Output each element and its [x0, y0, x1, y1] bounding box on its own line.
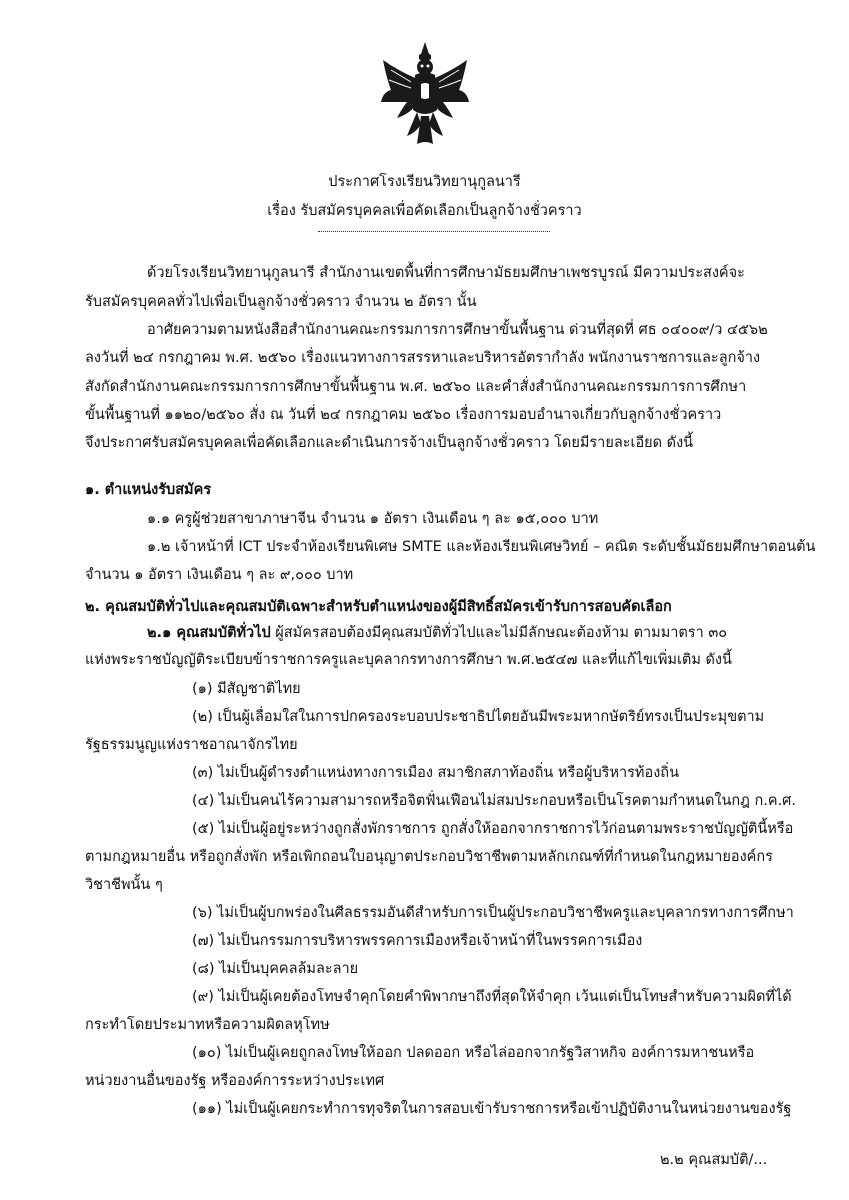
section-2-1-text-cont: แห่งพระราชบัญญัติระเบียบข้าราชการครูและบุคลากรทางการศึกษา พ.ศ.๒๕๔๗ และที่แก้ไขเพิ่มเติม ดังนี้ [85, 652, 732, 668]
section-1-item: จำนวน ๑ อัตรา เงินเดือน ๆ ละ ๙,๐๐๐ บาท [85, 567, 354, 583]
section-1-item: ๑.๒ เจ้าหน้าที่ ICT ประจำห้องเรียนพิเศษ SMTE และห้องเรียนพิเศษวิทย์ – คณิต ระดับชั้นมัธยมศึกษาตอนต้น [147, 539, 816, 555]
section-2-1-heading: ๒.๑ คุณสมบัติทั่วไป [147, 625, 271, 641]
intro-line: อาศัยความตามหนังสือสำนักงานคณะกรรมการการศึกษาขั้นพื้นฐาน ด่วนที่สุดที่ ศธ ๐๔๐๐๙/ว ๔๕๖๒ [147, 322, 768, 338]
announcement-subject: เรื่อง รับสมัครบุคคลเพื่อคัดเลือกเป็นลูกจ้างชั่วคราว [267, 203, 582, 219]
intro-line: ขั้นพื้นฐานที่ ๑๑๒๐/๒๕๖๐ สั่ง ณ วันที่ ๒๔ กรกฎาคม ๒๕๖๐ เรื่องการมอบอำนาจเกี่ยวกับลูกจ้างชั่วคราว [85, 407, 722, 423]
qualification-item: (๑๑) ไม่เป็นผู้เคยกระทำการทุจริตในการสอบเข้ารับราชการหรือเข้าปฏิบัติงานในหน่วยงานของรัฐ [192, 1101, 792, 1117]
qualification-item: กระทำโดยประมาทหรือความผิดลหุโทษ [85, 1017, 330, 1033]
qualification-item: (๙) ไม่เป็นผู้เคยต้องโทษจำคุกโดยคำพิพากษาถึงที่สุดให้จำคุก เว้นแต่เป็นโทษสำหรับความผิดที่ได้ [192, 989, 792, 1005]
qualification-item: ตามกฎหมายอื่น หรือถูกสั่งพัก หรือเพิกถอนใบอนุญาตประกอบวิชาชีพตามหลักเกณฑ์ที่กำหนดในกฎหมายองค์กร [85, 849, 773, 865]
intro-line: ลงวันที่ ๒๔ กรกฎาคม พ.ศ. ๒๕๖๐ เรื่องแนวทางการสรรหาและบริหารอัตรากำลัง พนักงานราชการและลูกจ้าง [85, 350, 761, 366]
section-2-heading: ๒. คุณสมบัติทั่วไปและคุณสมบัติเฉพาะสำหรับตำแหน่งของผู้มีสิทธิ์สมัครเข้ารับการสอบคัดเลือก [85, 599, 672, 615]
qualification-item: (๔) ไม่เป็นคนไร้ความสามารถหรือจิตฟั่นเฟือนไม่สมประกอบหรือเป็นโรคตามกำหนดในกฎ ก.ค.ศ. [192, 793, 796, 809]
page-continuation: ๒.๒ คุณสมบัติ/... [660, 1152, 768, 1168]
qualification-item: (๗) ไม่เป็นกรรมการบริหารพรรคการเมืองหรือเจ้าหน้าที่ในพรรคการเมือง [192, 933, 643, 949]
qualification-item: (๒) เป็นผู้เลื่อมใสในการปกครองระบอบประชาธิปไตยอันมีพระมหากษัตริย์ทรงเป็นประมุขตาม [192, 709, 765, 725]
intro-line: ด้วยโรงเรียนวิทยานุกูลนารี สำนักงานเขตพื้นที่การศึกษามัธยมศึกษาเพชรบูรณ์ มีความประสงค์จะ [147, 265, 745, 281]
section-1-item: ๑.๑ ครูผู้ช่วยสาขาภาษาจีน จำนวน ๑ อัตรา เงินเดือน ๆ ละ ๑๕,๐๐๐ บาท [147, 511, 599, 527]
qualification-item: (๓) ไม่เป็นผู้ดำรงตำแหน่งทางการเมือง สมาชิกสภาท้องถิ่น หรือผู้บริหารท้องถิ่น [192, 765, 679, 781]
section-1-heading: ๑. ตำแหน่งรับสมัคร [85, 482, 212, 498]
qualification-item: (๖) ไม่เป็นผู้บกพร่องในศีลธรรมอันดีสำหรับการเป็นผู้ประกอบวิชาชีพครูและบุคลากรทางการศึกษา [192, 905, 794, 921]
qualification-item: (๑) มีสัญชาติไทย [192, 681, 301, 697]
header-divider [318, 231, 550, 232]
section-2-1-line [147, 623, 727, 643]
intro-line: รับสมัครบุคคลทั่วไปเพื่อเป็นลูกจ้างชั่วคราว จำนวน ๒ อัตรา นั้น [85, 294, 477, 310]
intro-line: จึงประกาศรับสมัครบุคคลเพื่อคัดเลือกและดำเนินการจ้างเป็นลูกจ้างชั่วคราว โดยมีรายละเอียด ดังนี้ [85, 435, 694, 451]
qualification-item: รัฐธรรมนูญแห่งราชอาณาจักรไทย [85, 737, 298, 753]
intro-line: สังกัดสำนักงานคณะกรรมการการศึกษาขั้นพื้นฐาน พ.ศ. ๒๕๖๐ และคำสั่งสำนักงานคณะกรรมการการศึกษา [85, 379, 747, 395]
qualification-item: วิชาชีพนั้น ๆ [85, 877, 163, 893]
qualification-item: (๑๐) ไม่เป็นผู้เคยถูกลงโทษให้ออก ปลดออก หรือไล่ออกจากรัฐวิสาหกิจ องค์การมหาชนหรือ [192, 1045, 755, 1061]
garuda-emblem [377, 40, 473, 148]
qualification-item: (๘) ไม่เป็นบุคคลล้มละลาย [192, 961, 359, 977]
announcement-title: ประกาศโรงเรียนวิทยานุกูลนารี [328, 174, 521, 190]
qualification-item: หน่วยงานอื่นของรัฐ หรือองค์การระหว่างประเทศ [85, 1073, 385, 1089]
qualification-item: (๕) ไม่เป็นผู้อยู่ระหว่างถูกสั่งพักราชการ ถูกสั่งให้ออกจากราชการไว้ก่อนตามพระราชบัญญัตินี้หรือ [192, 821, 794, 837]
section-2-1-text: ผู้สมัครสอบต้องมีคุณสมบัติทั่วไปและไม่มีลักษณะต้องห้าม ตามมาตรา ๓๐ [270, 625, 728, 641]
